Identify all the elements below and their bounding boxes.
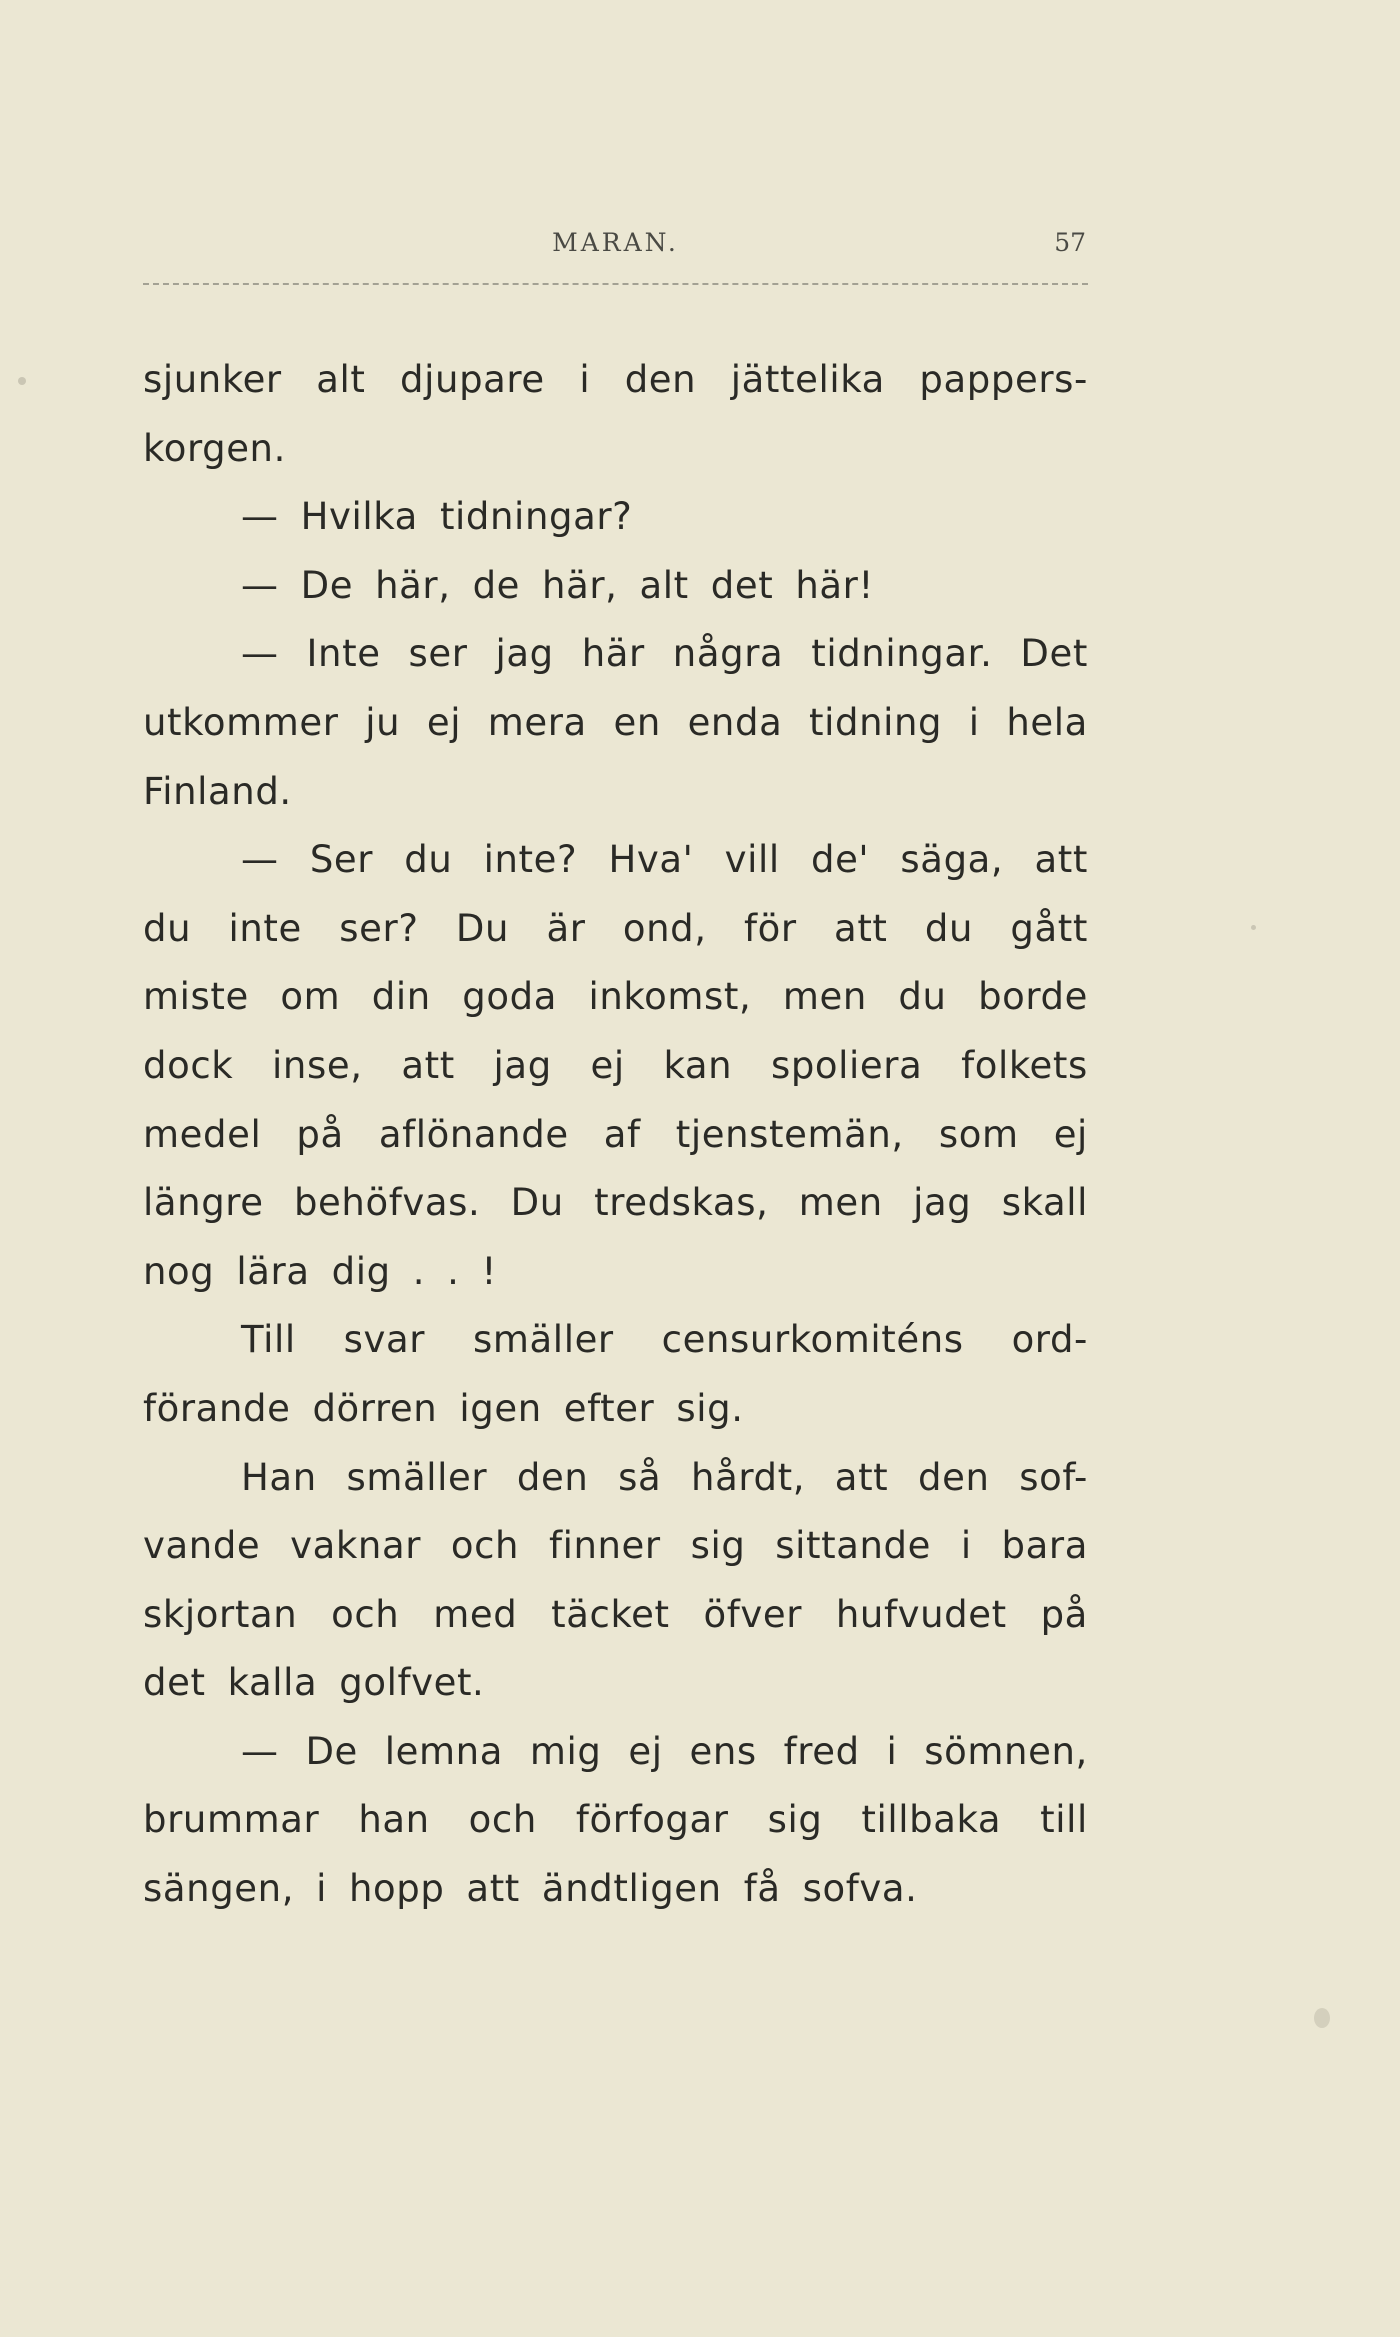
- text-line: skjortan och med täcket öfver hufvudet på: [143, 1592, 1088, 1636]
- text-line: du inte ser? Du är ond, för att du gått: [143, 906, 1088, 950]
- text-line: Finland.: [143, 769, 292, 813]
- text-line: — Ser du inte? Hva' vill de' säga, att: [241, 838, 1088, 882]
- text-line: korgen.: [143, 426, 286, 470]
- body-text: [143, 346, 1088, 1924]
- text-line: — De här, de här, alt det här!: [241, 563, 874, 607]
- page-number: 57: [1054, 228, 1086, 257]
- text-line: Han smäller den så hårdt, att den sof-: [241, 1455, 1088, 1499]
- text-line: sjunker alt djupare i den jättelika pappers-: [143, 358, 1088, 401]
- text-line: brummar han och förfogar sig tillbaka till: [143, 1798, 1088, 1842]
- text-line: Till svar smäller censurkomiténs ord-: [241, 1318, 1088, 1362]
- running-title: MARAN.: [552, 228, 679, 257]
- text-line: det kalla golfvet.: [143, 1661, 485, 1705]
- text-line: längre behöfvas. Du tredskas, men jag skall: [143, 1181, 1088, 1225]
- text-line: — Inte ser jag här några tidningar. Det: [241, 632, 1088, 676]
- text-line: utkommer ju ej mera en enda tidning i hela: [143, 700, 1088, 744]
- text-line: miste om din goda inkomst, men du borde: [143, 975, 1088, 1019]
- text-line: förande dörren igen efter sig.: [143, 1386, 744, 1430]
- text-line: vande vaknar och finner sig sittande i bara: [143, 1524, 1088, 1568]
- paper-speck: [1251, 925, 1256, 930]
- text-line: dock inse, att jag ej kan spoliera folkets: [143, 1043, 1088, 1087]
- text-line: medel på aflönande af tjenstemän, som ej: [143, 1112, 1088, 1156]
- text-line: sängen, i hopp att ändtligen få sofva.: [143, 1867, 918, 1911]
- text-line: — De lemna mig ej ens fred i sömnen,: [241, 1729, 1088, 1773]
- text-line: nog lära dig . . !: [143, 1249, 497, 1293]
- running-head: [143, 228, 1088, 268]
- paper-speck: [18, 377, 26, 385]
- header-rule: [143, 283, 1088, 285]
- paper-speck: [1314, 2008, 1330, 2028]
- text-line: — Hvilka tidningar?: [241, 495, 633, 539]
